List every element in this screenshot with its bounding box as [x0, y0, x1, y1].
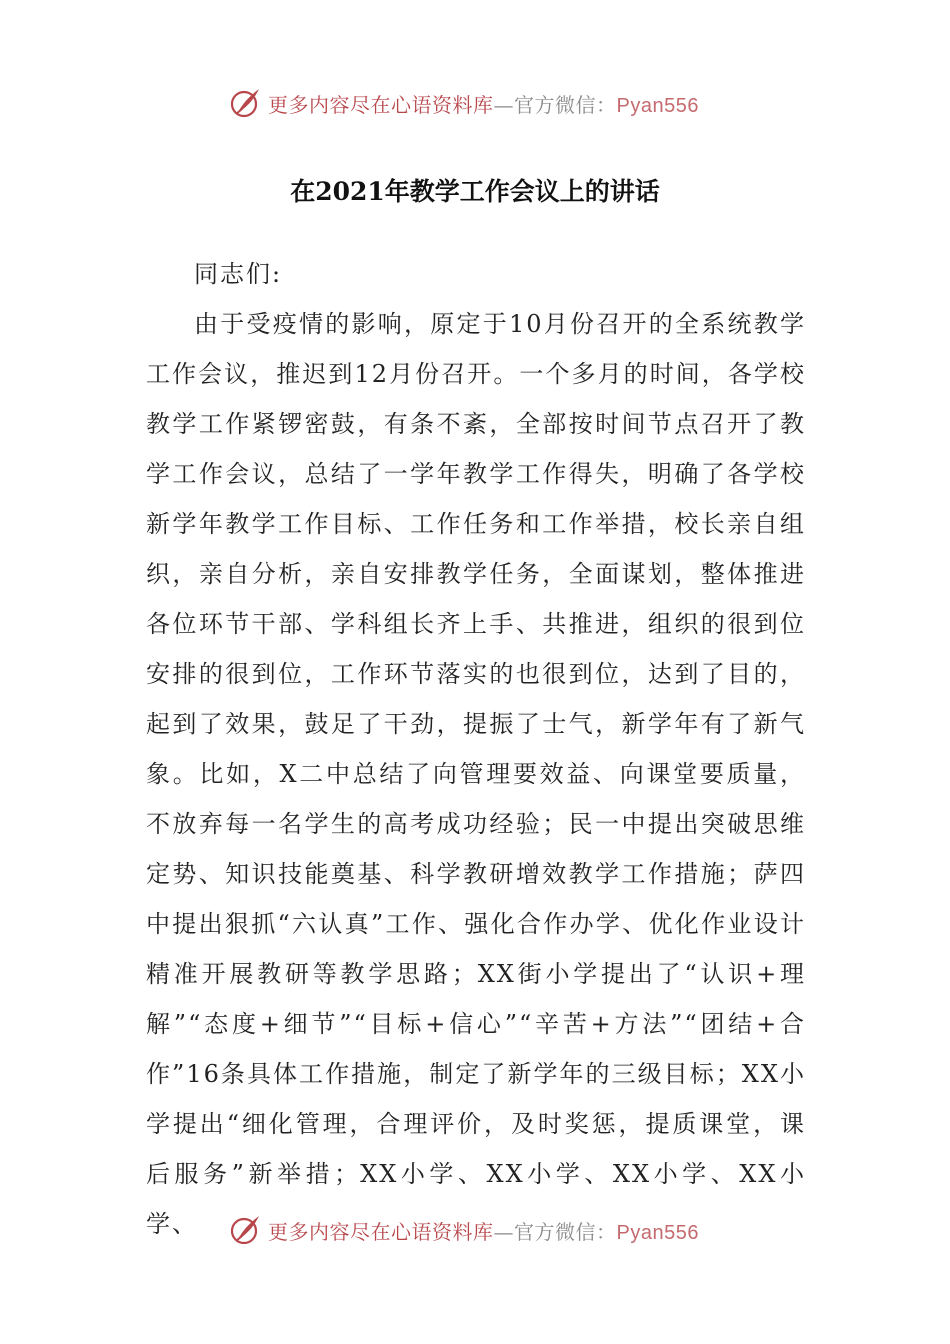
- document-title: 在2021年教学工作会议上的讲话: [290, 177, 660, 206]
- watermark-text: [268, 89, 699, 118]
- quill-logo-icon: [228, 1212, 264, 1248]
- watermark-main: 更多内容尽在心语资料库: [268, 1219, 494, 1244]
- watermark-text: [268, 1216, 699, 1245]
- watermark-wechat-id: Pyan556: [616, 1221, 699, 1244]
- watermark-header: [228, 85, 699, 121]
- watermark-official: 官方微信：: [514, 1219, 617, 1244]
- watermark-wechat-id: Pyan556: [616, 94, 699, 117]
- watermark-main: 更多内容尽在心语资料库: [268, 92, 494, 117]
- paragraph: 由于受疫情的影响，原定于10月份召开的全系统教学工作会议，推迟到12月份召开。一个多月的时间，各学校教学工作紧锣密鼓，有条不紊，全部按时间节点召开了教学工作会议，总结了一学年教学工作得失，明确了各学校新学年教学工作目标、工作任务和工作举措，校长亲自组织，亲自分析，亲自安排教学任务，全面谋划，整体推进各位环节干部、学科组长齐上手、共推进，组织的很到位安排的很到位，工作环节落实的也很到位，达到了目的，起到了效果，鼓足了干劲，提振了士气，新学年有了新气象。比如，X二中总结了向管理要效益、向课堂要质量，不放弃每一名学生的高考成功经验；民一中提出突破思维定势、知识技能奠基、科学教研增效教学工作措施；萨四中提出狠抓“六认真”工作、强化合作办学、优化作业设计精准开展教研等教学思路；XX街小学提出了“认识+理解”“态度+细节”“目标+信心”“辛苦+方法”“团结+合作”16条具体工作措施，制定了新学年的三级目标；XX小学提出“细化管理，合理评价，及时奖惩，提质课堂，课后服务”新举措；XX小学、XX小学、XX小学、XX小学、: [146, 310, 806, 1238]
- quill-logo-icon: [228, 85, 264, 121]
- watermark-official: 官方微信：: [514, 92, 617, 117]
- salutation: 同志们:: [194, 260, 283, 288]
- watermark-dash: —: [493, 92, 514, 117]
- watermark-dash: —: [493, 1219, 514, 1244]
- document-body: [146, 249, 806, 1249]
- watermark-footer: [228, 1212, 699, 1248]
